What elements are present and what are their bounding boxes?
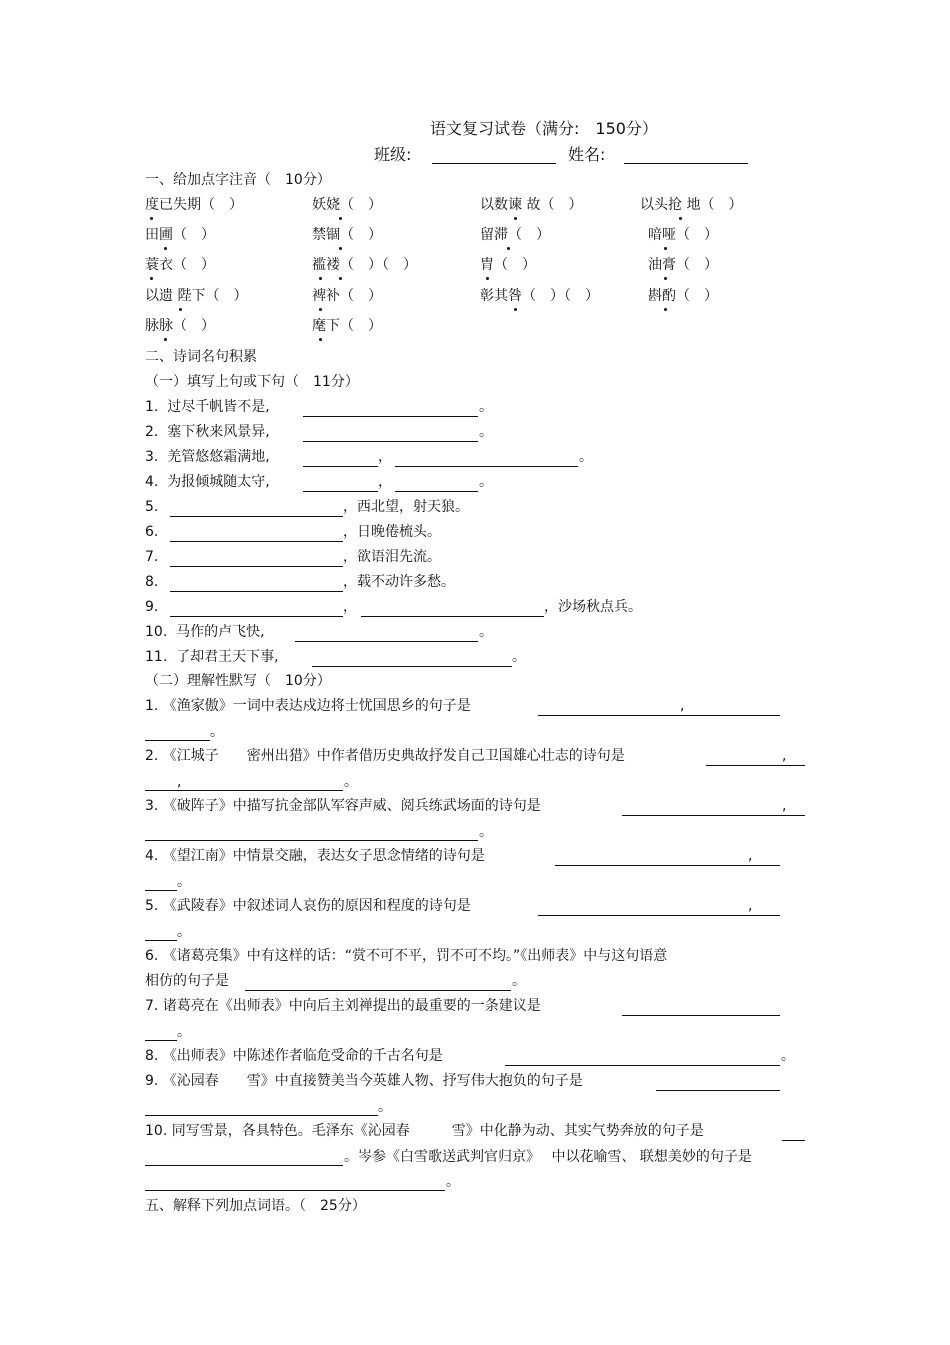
emphasis-dot	[319, 338, 322, 341]
punctuation: ,	[680, 698, 685, 714]
answer-blank[interactable]	[145, 889, 177, 891]
punctuation: 。	[177, 874, 191, 890]
punctuation: 。	[512, 649, 526, 665]
pinyin-item[interactable]	[312, 286, 382, 306]
answer-blank[interactable]	[303, 465, 378, 467]
pinyin-text: 斟酌（ ）	[648, 288, 718, 304]
punctuation: ，	[378, 474, 392, 490]
answer-blank[interactable]	[706, 764, 805, 766]
pinyin-text: 留滞（ ）	[480, 227, 550, 243]
question-text: 为报倾城随太守,	[167, 474, 270, 490]
question-number: 7.	[145, 549, 159, 565]
pinyin-text: 胄（ ）	[480, 257, 536, 273]
question-text: ，沙场秋点兵。	[544, 599, 642, 615]
question-number: 10.	[145, 624, 168, 640]
question-number: 1.	[145, 399, 159, 415]
fill-question	[145, 422, 270, 442]
pinyin-item[interactable]	[145, 286, 247, 306]
pinyin-text: 以遗 陛下（ ）	[145, 288, 248, 304]
answer-blank[interactable]	[303, 440, 478, 442]
pinyin-text: 田圃（ ）	[145, 227, 215, 243]
emphasis-dot	[150, 217, 153, 220]
fill-question	[145, 622, 265, 642]
pinyin-item[interactable]	[648, 225, 718, 245]
question-text: 10. 同写雪景，各具特色。毛泽东《沁园春 雪》中化静为动、其实气势奔放的句子是	[145, 1123, 704, 1139]
answer-blank[interactable]	[145, 1189, 445, 1191]
pinyin-item[interactable]	[312, 316, 382, 336]
fill-question	[145, 397, 270, 417]
answer-blank[interactable]	[538, 914, 780, 916]
answer-blank[interactable]	[170, 590, 343, 592]
emphasis-dot	[164, 338, 167, 341]
pinyin-text: 以头抢 地（ ）	[640, 197, 743, 213]
emphasis-dot	[514, 217, 517, 220]
question-number: 5.	[145, 499, 159, 515]
answer-blank[interactable]	[395, 490, 478, 492]
punctuation: 。	[177, 1024, 191, 1040]
section-2-heading: 二、诗词名句积累	[145, 349, 257, 365]
answer-blank[interactable]	[145, 789, 343, 791]
pinyin-text: 蓑衣（ ）	[145, 257, 215, 273]
pinyin-item[interactable]	[145, 255, 215, 275]
pinyin-text: 麾下（ ）	[312, 318, 382, 334]
answer-blank[interactable]	[145, 1039, 177, 1041]
punctuation: 。	[781, 1048, 795, 1064]
question-text: ，欲语泪先流。	[343, 549, 441, 565]
answer-blank[interactable]	[170, 615, 343, 617]
answer-blank[interactable]	[303, 415, 478, 417]
question-text: 3. 《破阵子》中描写抗金部队军容声威、阅兵练武场面的诗句是	[145, 798, 541, 814]
question-number: 3.	[145, 449, 159, 465]
pinyin-item[interactable]	[480, 286, 599, 306]
answer-blank[interactable]	[145, 839, 478, 841]
pinyin-text: 度已失期（ ）	[145, 197, 243, 213]
answer-blank[interactable]	[245, 989, 511, 991]
section-5-heading: 五、解释下列加点词语。（ 25分）	[145, 1198, 366, 1214]
punctuation: 。	[446, 1174, 460, 1190]
emphasis-dot	[486, 277, 489, 280]
pinyin-item[interactable]	[480, 195, 582, 215]
pinyin-text: 以数谏 故（ ）	[480, 197, 583, 213]
question-text: 了却君王天下事,	[176, 649, 279, 665]
pinyin-item[interactable]	[145, 316, 215, 336]
punctuation: 。	[210, 724, 224, 740]
pinyin-item[interactable]	[640, 195, 742, 215]
emphasis-dot	[514, 308, 517, 311]
punctuation: 。	[479, 474, 493, 490]
answer-blank[interactable]	[505, 1064, 780, 1066]
punctuation: 。	[479, 824, 493, 840]
answer-blank[interactable]	[145, 739, 210, 741]
question-number: 9.	[145, 599, 159, 615]
answer-blank[interactable]	[170, 565, 343, 567]
punctuation: ，	[378, 449, 392, 465]
punctuation: ,	[748, 898, 753, 914]
emphasis-dot	[679, 217, 682, 220]
name-label: 姓名:	[568, 145, 606, 164]
emphasis-dot	[179, 308, 182, 311]
question-number: 6.	[145, 524, 159, 540]
emphasis-dot	[339, 247, 342, 250]
question-text: 马作的卢飞快,	[176, 624, 265, 640]
question-text: 相仿的句子是	[145, 973, 229, 989]
question-text: 羌管悠悠霜满地,	[167, 449, 270, 465]
answer-blank[interactable]	[303, 490, 378, 492]
answer-blank[interactable]	[145, 939, 177, 941]
answer-blank[interactable]	[170, 540, 343, 542]
subsection-1-heading: （一）填写上句或下句（ 11分）	[145, 374, 359, 390]
emphasis-dot	[164, 247, 167, 250]
section-1-heading: 一、给加点字注音（ 10分）	[145, 172, 331, 188]
pinyin-text: 褴褛（ ）（ ）	[312, 257, 417, 273]
answer-blank[interactable]	[622, 814, 805, 816]
punctuation: ，	[343, 599, 357, 615]
pinyin-text: 裨补（ ）	[312, 288, 382, 304]
pinyin-text: 彰其咎（ ）（ ）	[480, 288, 599, 304]
question-text: 过尽千帆皆不是,	[167, 399, 270, 415]
emphasis-dot	[319, 277, 322, 280]
punctuation: 。	[177, 924, 191, 940]
punctuation: 。	[344, 774, 358, 790]
punctuation: 。	[479, 399, 493, 415]
answer-blank[interactable]	[295, 640, 478, 642]
pinyin-text: 脉脉（ ）	[145, 318, 215, 334]
class-blank[interactable]	[432, 162, 556, 164]
question-text: 1. 《渔家傲》一词中表达戍边将士忧国思乡的句子是	[145, 698, 471, 714]
answer-blank[interactable]	[395, 465, 578, 467]
emphasis-dot	[150, 277, 153, 280]
question-number: 11.	[145, 649, 168, 665]
question-text: ，日晚倦梳头。	[343, 524, 441, 540]
fill-question	[145, 472, 270, 492]
subsection-2-heading: （二）理解性默写（ 10分）	[145, 673, 331, 689]
page-title: 语文复习试卷（满分: 150分）	[430, 119, 658, 138]
pinyin-text: 喑哑（ ）	[648, 227, 718, 243]
answer-blank[interactable]	[361, 615, 544, 617]
question-text: 8. 《出师表》中陈述作者临危受命的千古名句是	[145, 1048, 443, 1064]
question-number: 4.	[145, 474, 159, 490]
question-text: 2. 《江城子 密州出猎》中作者借历史典故抒发自己卫国雄心壮志的诗句是	[145, 748, 625, 764]
emphasis-dot	[664, 247, 667, 250]
question-text: ，西北望，射天狼。	[343, 499, 469, 515]
punctuation: 。	[512, 973, 526, 989]
pinyin-item[interactable]	[648, 286, 718, 306]
name-blank[interactable]	[624, 162, 748, 164]
punctuation: 。	[479, 624, 493, 640]
pinyin-item[interactable]	[312, 255, 417, 275]
pinyin-item[interactable]	[648, 255, 718, 275]
answer-blank[interactable]	[170, 515, 343, 517]
answer-blank[interactable]	[145, 1114, 378, 1116]
emphasis-dot	[339, 277, 342, 280]
question-text: 5. 《武陵春》中叙述词人哀伤的原因和程度的诗句是	[145, 898, 471, 914]
pinyin-text: 妖娆（ ）	[312, 197, 382, 213]
answer-blank[interactable]	[622, 1014, 780, 1016]
question-number: 8.	[145, 574, 159, 590]
punctuation: 。	[479, 424, 493, 440]
punctuation: ,	[748, 848, 753, 864]
emphasis-dot	[664, 277, 667, 280]
punctuation: 。	[579, 449, 593, 465]
pinyin-item[interactable]	[480, 255, 536, 275]
pinyin-item[interactable]	[145, 195, 243, 215]
answer-blank[interactable]	[656, 1089, 780, 1091]
emphasis-dot	[507, 247, 510, 250]
answer-blank[interactable]	[312, 665, 512, 667]
punctuation: ,	[782, 798, 787, 814]
answer-blank[interactable]	[145, 1164, 343, 1166]
question-text: 。岑参《白雪歌送武判官归京》 中以花喻雪、 联想美妙的句子是	[344, 1149, 752, 1165]
emphasis-dot	[339, 217, 342, 220]
punctuation: ,	[782, 748, 787, 764]
fill-question	[145, 647, 279, 667]
answer-blank[interactable]	[538, 714, 780, 716]
class-label: 班级:	[374, 145, 412, 164]
pinyin-text: 禁锢（ ）	[312, 227, 382, 243]
answer-blank[interactable]	[782, 1139, 805, 1141]
pinyin-text: 油膏（ ）	[648, 257, 718, 273]
question-text: 7. 诸葛亮在《出师表》中向后主刘禅提出的最重要的一条建议是	[145, 998, 541, 1014]
question-text: 塞下秋来风景异,	[167, 424, 270, 440]
fill-question	[145, 447, 270, 467]
pinyin-item[interactable]	[145, 225, 215, 245]
punctuation: ,	[177, 774, 182, 790]
emphasis-dot	[664, 308, 667, 311]
question-text: 4. 《望江南》中情景交融，表达女子思念情绪的诗句是	[145, 848, 485, 864]
pinyin-item[interactable]	[312, 195, 382, 215]
pinyin-item[interactable]	[480, 225, 550, 245]
punctuation: 。	[378, 1099, 392, 1115]
question-text: ，载不动许多愁。	[343, 574, 455, 590]
question-text: 6. 《诸葛亮集》中有这样的话：“赏不可不平，罚不可不均。”《出师表》中与这句语意	[145, 948, 668, 964]
pinyin-item[interactable]	[312, 225, 382, 245]
question-text: 9. 《沁园春 雪》中直接赞美当今英雄人物、抒写伟大抱负的句子是	[145, 1073, 583, 1089]
emphasis-dot	[319, 308, 322, 311]
question-number: 2.	[145, 424, 159, 440]
answer-blank[interactable]	[555, 864, 780, 866]
